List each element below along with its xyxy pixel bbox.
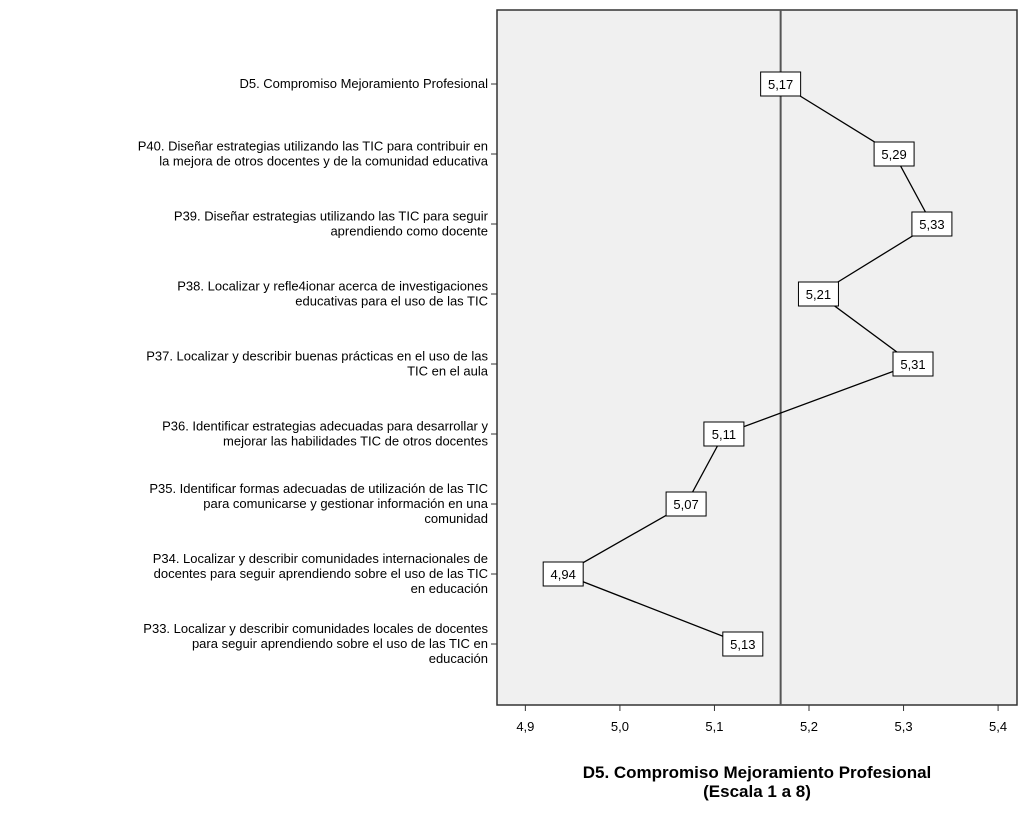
plot-area <box>497 10 1017 705</box>
data-label: 5,13 <box>730 637 756 652</box>
x-tick-label: 5,3 <box>894 719 913 734</box>
x-axis-title: D5. Compromiso Mejoramiento Profesional (Escala 1 a 8) <box>582 763 932 801</box>
x-tick-label: 5,1 <box>705 719 724 734</box>
data-label: 5,33 <box>919 217 945 232</box>
data-point <box>912 212 952 236</box>
data-label: 5,29 <box>881 147 907 162</box>
category-label: P38. Localizar y refle4ionar acerca de investigaciones educativas para el uso de las TIC <box>177 278 488 309</box>
category-label: P37. Localizar y describir buenas prácticas en el uso de las TIC en el aula <box>146 348 488 379</box>
category-label: P40. Diseñar estrategias utilizando las TIC para contribuir en la mejora de otros docentes y de la comunidad educativa <box>137 138 488 169</box>
data-point <box>874 142 914 166</box>
category-label: P33. Localizar y describir comunidades locales de docentes para seguir aprendiendo sobre el uso de las TIC en educación <box>143 621 488 666</box>
x-tick-label: 5,4 <box>989 719 1008 734</box>
data-point <box>543 562 583 586</box>
x-tick-label: 4,9 <box>516 719 535 734</box>
data-point <box>761 72 801 96</box>
category-label: P35. Identificar formas adecuadas de utilización de las TIC para comunicarse y gestionar información en una comunidad <box>149 481 488 526</box>
data-label: 5,17 <box>767 77 794 92</box>
data-point <box>798 282 838 306</box>
data-label: 4,94 <box>550 567 576 582</box>
data-label: 5,31 <box>900 357 926 372</box>
category-label: P36. Identificar estrategias adecuadas para desarrollar y mejorar las habilidades TIC de otros docentes <box>162 418 488 449</box>
data-point <box>893 352 933 376</box>
x-tick-label: 5,2 <box>799 719 819 734</box>
data-label: 5,21 <box>805 287 832 302</box>
data-point <box>704 422 744 446</box>
x-tick-label: 5,0 <box>610 719 629 734</box>
data-point <box>723 632 763 656</box>
data-label: 5,07 <box>673 497 699 512</box>
category-label: D5. Compromiso Mejoramiento Profesional <box>239 76 488 91</box>
category-label: P39. Diseñar estrategias utilizando las TIC para seguir aprendiendo como docente <box>173 208 488 239</box>
category-label: P34. Localizar y describir comunidades internacionales de docentes para seguir aprendiendo sobre el uso de las TIC en educación <box>152 551 488 596</box>
data-point <box>666 492 706 516</box>
data-label: 5,11 <box>711 427 737 442</box>
